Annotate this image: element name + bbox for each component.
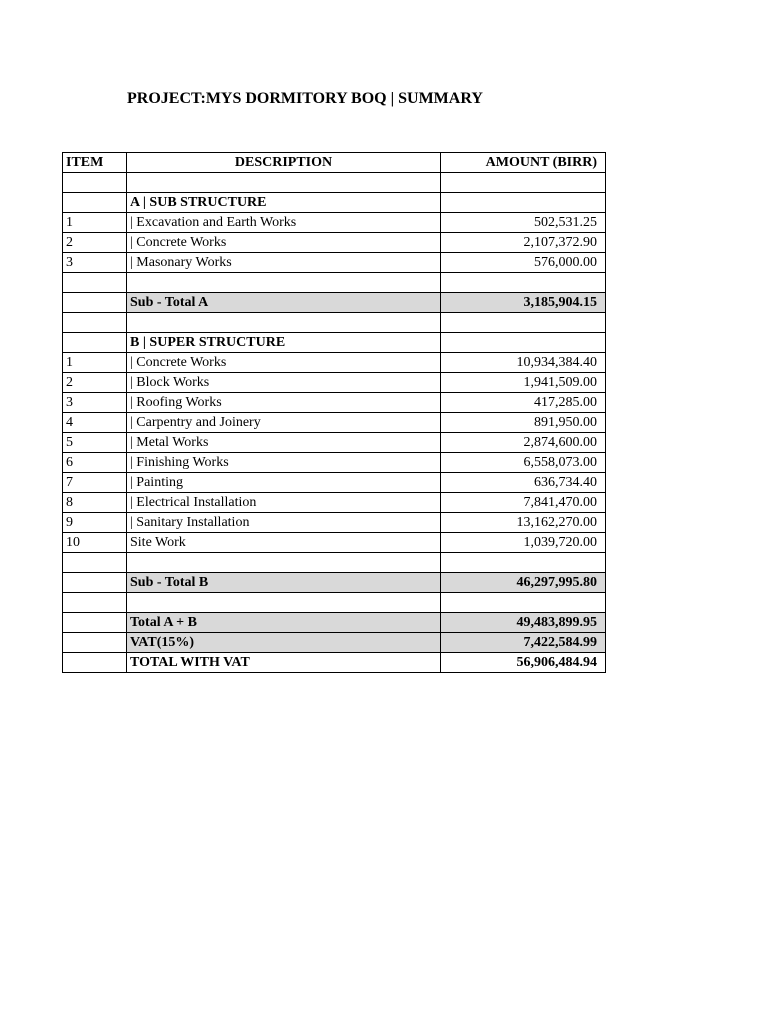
line-row	[63, 493, 606, 513]
item-cell: 7	[63, 473, 127, 493]
item-cell: 1	[63, 353, 127, 373]
amount-cell: 636,734.40	[441, 473, 606, 493]
description-cell: | Painting	[127, 473, 441, 493]
page-title: PROJECT:MYS DORMITORY BOQ | SUMMARY	[127, 90, 483, 107]
line-row	[63, 373, 606, 393]
amount-cell	[441, 173, 606, 193]
amount-cell: 46,297,995.80	[441, 573, 606, 593]
description-cell	[127, 553, 441, 573]
amount-cell: 1,941,509.00	[441, 373, 606, 393]
blank-row	[63, 273, 606, 293]
amount-cell: 891,950.00	[441, 413, 606, 433]
amount-cell: 13,162,270.00	[441, 513, 606, 533]
line-row	[63, 453, 606, 473]
item-cell: 8	[63, 493, 127, 513]
total-row	[63, 633, 606, 653]
amount-cell	[441, 313, 606, 333]
amount-cell	[441, 273, 606, 293]
boq-summary-table	[62, 152, 606, 673]
description-cell: Site Work	[127, 533, 441, 553]
item-cell: 2	[63, 233, 127, 253]
amount-cell: 7,422,584.99	[441, 633, 606, 653]
description-cell: Sub - Total A	[127, 293, 441, 313]
item-cell	[63, 553, 127, 573]
item-cell: 5	[63, 433, 127, 453]
amount-cell: 417,285.00	[441, 393, 606, 413]
description-cell: | Finishing Works	[127, 453, 441, 473]
item-cell	[63, 573, 127, 593]
description-cell	[127, 173, 441, 193]
amount-cell: 2,107,372.90	[441, 233, 606, 253]
item-cell: 6	[63, 453, 127, 473]
amount-cell: 56,906,484.94	[441, 653, 606, 673]
line-row	[63, 473, 606, 493]
description-cell: | Block Works	[127, 373, 441, 393]
description-cell: B | SUPER STRUCTURE	[127, 333, 441, 353]
description-cell: | Concrete Works	[127, 233, 441, 253]
amount-cell	[441, 593, 606, 613]
amount-cell: 2,874,600.00	[441, 433, 606, 453]
blank-row	[63, 173, 606, 193]
amount-cell: 7,841,470.00	[441, 493, 606, 513]
amount-cell	[441, 553, 606, 573]
subtotal-row	[63, 293, 606, 313]
header-description: DESCRIPTION	[127, 153, 441, 173]
description-cell: TOTAL WITH VAT	[127, 653, 441, 673]
item-cell: 3	[63, 393, 127, 413]
description-cell: | Carpentry and Joinery	[127, 413, 441, 433]
amount-cell: 502,531.25	[441, 213, 606, 233]
description-cell: | Electrical Installation	[127, 493, 441, 513]
amount-cell: 1,039,720.00	[441, 533, 606, 553]
line-row	[63, 433, 606, 453]
description-cell: | Sanitary Installation	[127, 513, 441, 533]
subtotal-row	[63, 573, 606, 593]
amount-cell	[441, 333, 606, 353]
item-cell	[63, 593, 127, 613]
item-cell	[63, 273, 127, 293]
line-row	[63, 253, 606, 273]
blank-row	[63, 553, 606, 573]
description-cell	[127, 593, 441, 613]
description-cell: VAT(15%)	[127, 633, 441, 653]
section-row	[63, 193, 606, 213]
item-cell	[63, 313, 127, 333]
amount-cell: 6,558,073.00	[441, 453, 606, 473]
header-amount: AMOUNT (BIRR)	[441, 153, 606, 173]
item-cell: 4	[63, 413, 127, 433]
description-cell: Sub - Total B	[127, 573, 441, 593]
item-cell: 3	[63, 253, 127, 273]
line-row	[63, 353, 606, 373]
line-row	[63, 513, 606, 533]
amount-cell: 576,000.00	[441, 253, 606, 273]
blank-row	[63, 593, 606, 613]
item-cell	[63, 633, 127, 653]
item-cell	[63, 653, 127, 673]
description-cell: | Masonary Works	[127, 253, 441, 273]
grand-row	[63, 653, 606, 673]
amount-cell	[441, 193, 606, 213]
item-cell: 2	[63, 373, 127, 393]
description-cell: | Excavation and Earth Works	[127, 213, 441, 233]
amount-cell: 10,934,384.40	[441, 353, 606, 373]
header-item: ITEM	[63, 153, 127, 173]
description-cell: Total A + B	[127, 613, 441, 633]
line-row	[63, 233, 606, 253]
item-cell	[63, 173, 127, 193]
description-cell: | Concrete Works	[127, 353, 441, 373]
item-cell: 1	[63, 213, 127, 233]
description-cell: | Roofing Works	[127, 393, 441, 413]
section-row	[63, 333, 606, 353]
item-cell	[63, 613, 127, 633]
line-row	[63, 413, 606, 433]
item-cell: 9	[63, 513, 127, 533]
description-cell	[127, 313, 441, 333]
table-header-row	[63, 153, 606, 173]
line-row	[63, 533, 606, 553]
line-row	[63, 213, 606, 233]
table-body	[63, 173, 606, 673]
item-cell: 10	[63, 533, 127, 553]
description-cell	[127, 273, 441, 293]
item-cell	[63, 293, 127, 313]
description-cell: | Metal Works	[127, 433, 441, 453]
item-cell	[63, 333, 127, 353]
line-row	[63, 393, 606, 413]
amount-cell: 49,483,899.95	[441, 613, 606, 633]
amount-cell: 3,185,904.15	[441, 293, 606, 313]
item-cell	[63, 193, 127, 213]
description-cell: A | SUB STRUCTURE	[127, 193, 441, 213]
total-row	[63, 613, 606, 633]
blank-row	[63, 313, 606, 333]
